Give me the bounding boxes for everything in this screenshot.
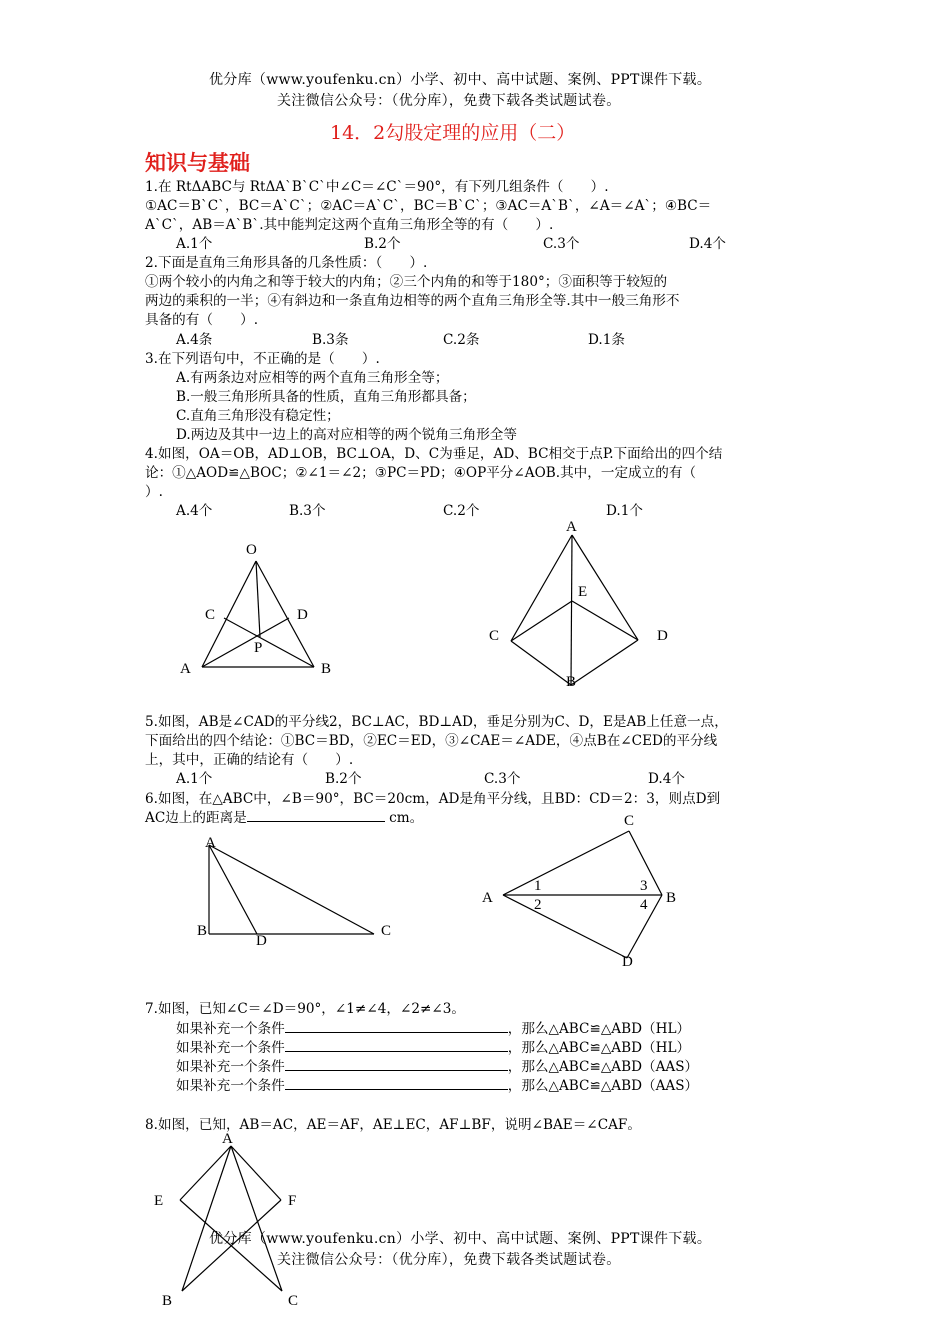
fig5-label-b: B [566,674,577,690]
q4-line-2: 论：①△AOD≌△BOC；②∠1＝∠2；③PC＝PD；④OP平分∠AOB.其中，一定成立的有（ [145,465,697,481]
fig4-label-a: A [180,661,191,677]
fig5-label-e: E [578,584,588,600]
fig4-label-o: O [246,542,257,558]
figure-q8 [180,1146,282,1291]
fig7-label-b: B [666,890,677,906]
q7-row-4-post: ，那么△ABC≌△ABD（AAS） [507,1078,699,1094]
fig8-label-b: B [162,1293,173,1309]
header-line-1: 优分库（www.youfenku.cn）小学、初中、高中试题、案例、PPT课件下载。 [209,72,712,88]
q2-option-d: D.1条 [588,332,625,348]
figure-q5 [511,535,638,685]
q2-line-1: 2.下面是直角三角形具备的几条性质：（ ）. [145,255,428,271]
q3-option-a: A.有两条边对应相等的两个直角三角形全等； [176,370,449,386]
fig6-label-c: C [381,923,392,939]
q2-option-b: B.3条 [312,332,349,348]
q4-option-b: B.3个 [289,503,326,519]
fig7-angle-3: 3 [640,878,648,894]
q2-option-c: C.2条 [443,332,480,348]
q1-option-b: B.2个 [364,236,401,252]
figure-q7 [503,831,662,958]
q4-line-3: ）. [145,484,163,500]
q7-row-4-blank[interactable] [285,1077,508,1090]
q7-row-4 [176,1074,698,1094]
fig4-label-p: P [254,640,263,656]
q1-line-2: ①AC＝B`C`，BC＝A`C`；②AC＝A`C`，BC＝B`C`；③AC＝A`B`，∠A＝∠A`；④BC＝ [145,198,712,214]
fig8-label-a: A [222,1131,233,1147]
fig4-label-c: C [205,607,216,623]
q7-row-2 [176,1036,690,1056]
q3-option-b: B.一般三角形所具备的性质，直角三角形都具备； [176,389,476,405]
page-title: 14．2勾股定理的应用（二） [330,122,576,144]
q2-option-a: A.4条 [176,332,213,348]
q1-line-3: A`C`，AB＝A`B`.其中能判定这两个直角三角形全等的有（ ）. [145,217,554,233]
q3-option-c: C.直角三角形没有稳定性； [176,408,340,424]
footer-line-2: 关注微信公众号：（优分库），免费下载各类试题试卷。 [277,1252,621,1268]
q7-row-1-pre: 如果补充一个条件 [176,1021,285,1037]
fig6-label-d: D [256,933,267,949]
q3-line-1: 3.在下列语句中，不正确的是（ ）. [145,351,380,367]
fig6-label-a: A [205,835,216,851]
q5-line-2: 下面给出的四个结论：①BC＝BD，②EC＝ED，③∠CAE＝∠ADE，④点B在∠CED的平分线 [145,733,718,749]
fig7-label-d: D [622,954,633,970]
q3-option-d: D.两边及其中一边上的高对应相等的两个锐角三角形全等 [176,427,517,443]
q7-row-2-blank[interactable] [285,1039,508,1052]
fig7-angle-4: 4 [640,897,648,913]
q7-row-1-post: ，那么△ABC≌△ABD（HL） [507,1021,691,1037]
figure-q6 [209,845,374,934]
fig5-label-c: C [489,628,500,644]
q6-line-2-text: AC边上的距离是 [145,810,247,826]
q7-row-3 [176,1055,698,1075]
footer-line-1: 优分库（www.youfenku.cn）小学、初中、高中试题、案例、PPT课件下载。 [209,1231,712,1247]
q7-row-4-pre: 如果补充一个条件 [176,1078,285,1094]
fig7-label-c: C [624,813,635,829]
q8-line-1: 8.如图，已知，AB＝AC，AE＝AF，AE⊥EC，AF⊥BF，说明∠BAE＝∠CAF。 [145,1117,641,1133]
q7-row-1-blank[interactable] [285,1020,508,1033]
fig7-angle-1: 1 [534,878,542,894]
q4-option-d: D.1个 [606,503,643,519]
fig4-label-b: B [321,661,332,677]
fig6-label-b: B [197,923,208,939]
q4-option-a: A.4个 [176,503,213,519]
figures-q6-q7 [0,810,950,980]
q5-line-3: 上，其中，正确的结论有（ ）. [145,752,354,768]
fig5-label-d: D [657,628,668,644]
q1-line-1: 1.在 RtΔABC与 RtΔA`B`C`中∠C＝∠C`＝90°，有下列几组条件（ ）. [145,179,609,195]
fig8-label-c: C [288,1293,299,1309]
q1-option-a: A.1个 [176,236,213,252]
q5-option-b: B.2个 [325,771,362,787]
q7-row-3-pre: 如果补充一个条件 [176,1059,285,1075]
q7-row-3-blank[interactable] [285,1058,508,1071]
q7-line-1: 7.如图，已知∠C＝∠D＝90°，∠1≠∠4，∠2≠∠3。 [145,1001,466,1017]
q4-line-1: 4.如图，OA＝OB，AD⊥OB，BC⊥OA，D、C为垂足，AD、BC相交于点P.下面给出的四个结 [145,446,723,462]
q4-option-c: C.2个 [443,503,480,519]
q5-option-d: D.4个 [648,771,685,787]
q5-option-a: A.1个 [176,771,213,787]
q2-line-3: 两边的乘积的一半；④有斜边和一条直角边相等的两个直角三角形全等.其中一般三角形不 [145,293,680,309]
q7-row-3-post: ，那么△ABC≌△ABD（AAS） [507,1059,699,1075]
q1-option-c: C.3个 [543,236,580,252]
fig5-label-a: A [566,519,577,535]
q6-line-1: 6.如图，在△ABC中，∠B＝90°，BC＝20cm，AD是角平分线，且BD：CD＝2：3，则点D到 [145,791,721,807]
q5-option-c: C.3个 [484,771,521,787]
fig7-label-a: A [482,890,493,906]
q7-row-1 [176,1017,690,1037]
q7-row-2-pre: 如果补充一个条件 [176,1040,285,1056]
figures-q4-q5 [0,515,950,690]
q5-line-1: 5.如图，AB是∠CAD的平分线2，BC⊥AC，BD⊥AD，垂足分别为C、D，E是AB上任意一点， [145,714,728,730]
fig4-label-d: D [297,607,308,623]
section-heading: 知识与基础 [145,150,250,175]
q2-line-2: ①两个较小的内角之和等于较大的内角；②三个内角的和等于180°；③面积等于较短的 [145,274,668,290]
fig8-label-e: E [154,1193,164,1209]
q1-option-d: D.4个 [689,236,726,252]
q2-line-4: 具备的有（ ）. [145,312,259,328]
header-line-2: 关注微信公众号：（优分库），免费下载各类试题试卷。 [277,93,621,109]
fig8-label-f: F [288,1193,297,1209]
q6-unit: cm。 [384,810,424,826]
q7-row-2-post: ，那么△ABC≌△ABD（HL） [507,1040,691,1056]
fig7-angle-2: 2 [534,897,542,913]
